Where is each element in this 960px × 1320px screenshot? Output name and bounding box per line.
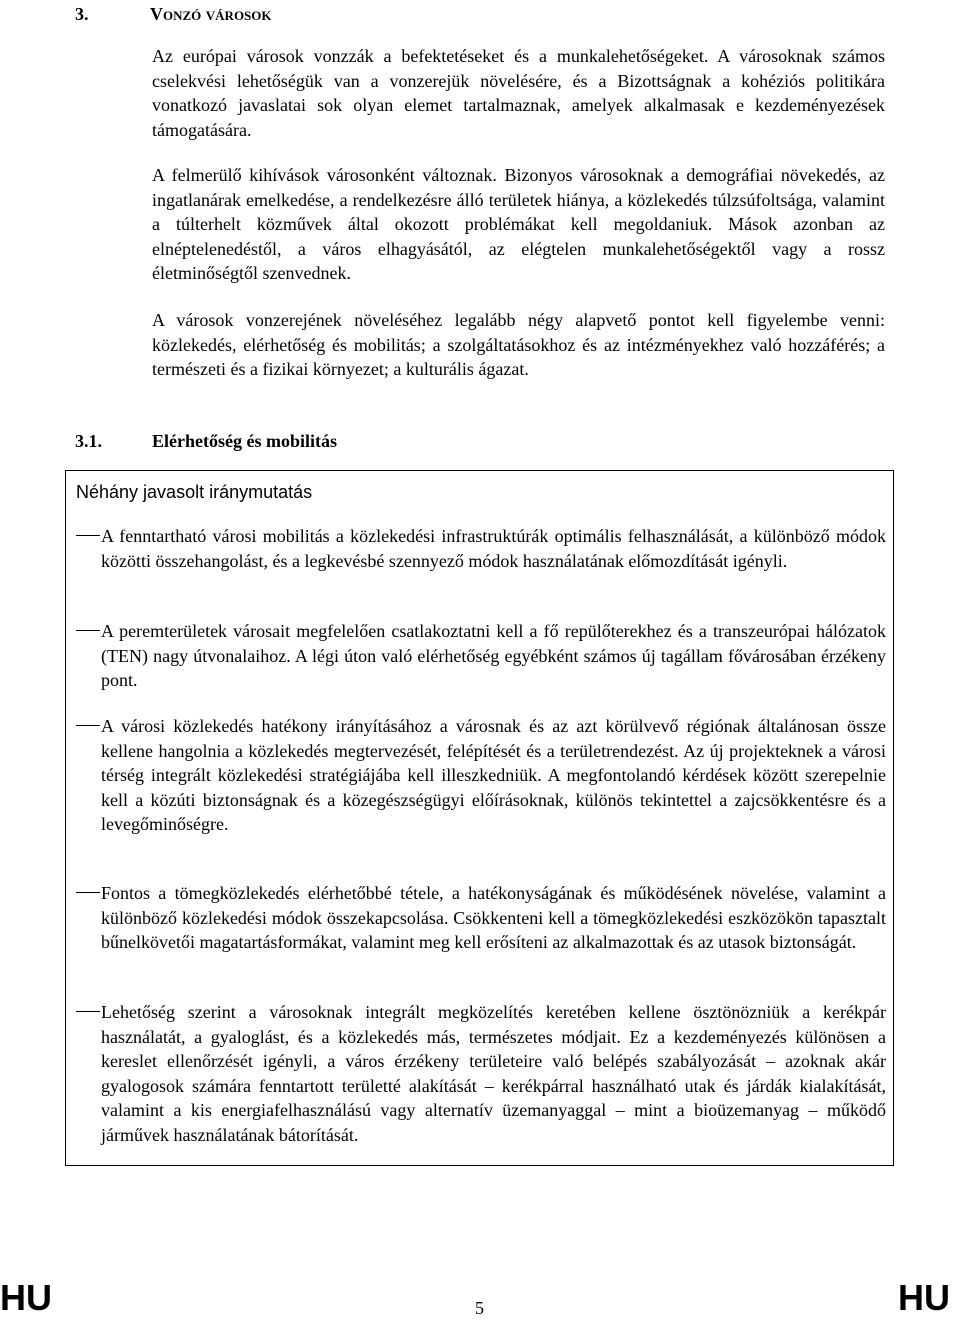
- list-item-text: Lehetőség szerint a városoknak integrált megközelítés keretében kellene ösztönözniük a kerékpár használatát, a gyaloglást, és a közlekedés más, természetes módjait. Ez a kezdeményezés különösen a kereslet ellenőrzését igényli, a város érzékeny területeire való belépés szabályozását – azoknak akár gyalogosok számára fenntartott területté alakítását – kerékpárral használható utak és járdák kialakítását, valamint a kis energiafelhasználású vagy alternatív üzemanyaggal – mint a bioüzemanyag – működő járművek használatának bátorítását.: [101, 1002, 886, 1145]
- section-title: Vonzó városok: [150, 4, 272, 24]
- paragraph-four-points: A városok vonzerejének növeléséhez legalább négy alapvető pontot kell figyelembe venni: közlekedés, elérhetőség és mobilitás; a szolgáltatásokhoz és az intézményekhez való hozzáférés; a természeti és a fizikai környezet; a kulturális ágazat.: [152, 310, 885, 379]
- paragraph-challenges: A felmerülő kihívások városonként változnak. Bizonyos városoknak a demográfiai növekedés, az ingatlanárak emelkedése, a rendelkezésre álló területek hiánya, a közlekedés túlzsúfoltsága, valamint a túlterhelt közművek által okozott problémákat kell megoldaniuk. Mások azonban az elnéptelenedéstől, a város elhagyásától, az elégtelen munkalehetőségektől vagy a rossz életminőségtől szenvednek.: [152, 165, 885, 283]
- section-heading: [75, 4, 272, 24]
- dash-bullet-icon: [76, 1011, 100, 1012]
- footer-language-left: HU: [0, 1277, 52, 1318]
- paragraph-intro: Az európai városok vonzzák a befektetéseket és a munkalehetőségeket. A városoknak számos cselekvési lehetőségük van a vonzerejük növelésére, és a Bizottságnak a kohéziós politikára vonatkozó javaslatai sok olyan elemet tartalmaznak, amelyek alkalmasak e kezdeményezések támogatására.: [152, 46, 885, 140]
- subsection-title: Elérhetőség és mobilitás: [152, 431, 337, 451]
- dash-bullet-icon: [76, 892, 100, 893]
- section-number: 3.: [75, 4, 89, 24]
- list-item-text: A peremterületek városait megfelelően csatlakoztatni kell a fő repülőterekhez és a transzeurópai hálózatok (TEN) nagy útvonalaihoz. A légi úton való elérhetőség egyébként számos új tagállam fővárosában érzékeny pont.: [101, 621, 886, 690]
- subsection-heading: [75, 430, 337, 452]
- dash-bullet-icon: [76, 725, 100, 726]
- dash-bullet-icon: [76, 535, 100, 536]
- list-item-text: A városi közlekedés hatékony irányításához a városnak és az azt körülvevő régiónak általánosan össze kellene hangolnia a közlekedés megtervezését, felépítését és a területrendezést. Az új projekteknek a városi térség integrált közlekedési stratégiájába kell illeszkedniük. A megfontolandó kérdések között szerepelnie kell a közúti biztonságnak és a közegészségügyi előírásoknak, különös tekintettel a zajcsökkentésre és a levegőminőségre.: [101, 716, 886, 834]
- list-item-text: A fenntartható városi mobilitás a közlekedési infrastruktúrák optimális felhasználását, a különböző módok közötti összehangolást, és a legkevésbé szennyező módok használatának előmozdítását igényli.: [101, 526, 886, 571]
- page-number: 5: [475, 1298, 484, 1318]
- subsection-number: 3.1.: [75, 431, 102, 451]
- guidelines-box: [65, 470, 894, 1166]
- footer-language-right: HU: [898, 1277, 950, 1318]
- guidelines-title: Néhány javasolt iránymutatás: [76, 482, 313, 502]
- dash-bullet-icon: [76, 630, 100, 631]
- list-item-text: Fontos a tömegközlekedés elérhetőbbé tétele, a hatékonyságának és működésének növelése, valamint a különböző közlekedési módok összekapcsolása. Csökkenteni kell a tömegközlekedési eszközökön tapasztalt bűnelkövetői magatartásformákat, valamint meg kell erősíteni az alkalmazottak és az utasok biztonságát.: [101, 883, 886, 952]
